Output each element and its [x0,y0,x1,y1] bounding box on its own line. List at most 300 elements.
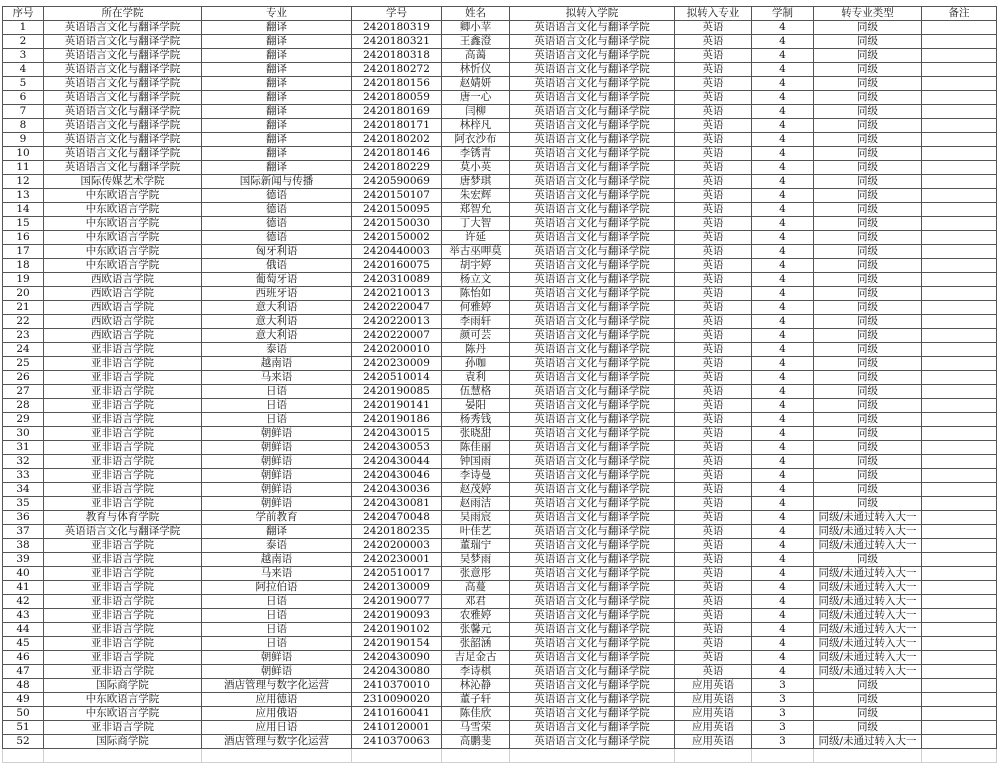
cell-duration[interactable]: 4 [752,357,814,371]
cell-target-major[interactable]: 英语 [675,77,752,91]
cell-transfer-type[interactable]: 同级 [814,49,922,63]
cell-student-id[interactable]: 2420470048 [352,511,442,525]
cell-college[interactable]: 亚非语言学院 [44,567,202,581]
cell-transfer-type[interactable]: 同级 [814,203,922,217]
cell-transfer-type[interactable]: 同级 [814,441,922,455]
cell-duration[interactable]: 4 [752,49,814,63]
cell-major[interactable]: 翻译 [202,91,352,105]
cell-name[interactable]: 高蔼 [442,49,510,63]
cell-transfer-type[interactable]: 同级/未通过转入大一 [814,623,922,637]
cell-index[interactable]: 5 [3,77,44,91]
cell-index[interactable]: 7 [3,105,44,119]
cell-target-college[interactable]: 英语语言文化与翻译学院 [510,315,675,329]
cell-major[interactable]: 日语 [202,609,352,623]
cell-target-college[interactable]: 英语语言文化与翻译学院 [510,357,675,371]
cell-major[interactable]: 翻译 [202,49,352,63]
cell-name[interactable]: 晏阳 [442,399,510,413]
cell-index[interactable]: 14 [3,203,44,217]
cell-student-id[interactable]: 2420200010 [352,343,442,357]
cell-major[interactable]: 翻译 [202,105,352,119]
cell-major[interactable]: 酒店管理与数字化运营 [202,679,352,693]
cell-target-college[interactable]: 英语语言文化与翻译学院 [510,245,675,259]
cell-transfer-type[interactable]: 同级 [814,217,922,231]
cell-target-college[interactable]: 英语语言文化与翻译学院 [510,35,675,49]
cell-college[interactable]: 英语语言文化与翻译学院 [44,63,202,77]
cell-remarks[interactable] [922,147,997,161]
cell-duration[interactable]: 3 [752,679,814,693]
cell-major[interactable]: 俄语 [202,259,352,273]
cell-index[interactable]: 29 [3,413,44,427]
cell-college[interactable]: 英语语言文化与翻译学院 [44,133,202,147]
cell-duration[interactable]: 4 [752,245,814,259]
cell-duration[interactable]: 4 [752,105,814,119]
cell-target-major[interactable]: 英语 [675,329,752,343]
cell-name[interactable]: 赵雨洁 [442,497,510,511]
cell-student-id[interactable]: 2420430053 [352,441,442,455]
cell-target-major[interactable]: 英语 [675,553,752,567]
header-target-major[interactable]: 拟转入专业 [675,7,752,21]
cell-target-college[interactable]: 英语语言文化与翻译学院 [510,581,675,595]
cell-name[interactable]: 阿衣沙布 [442,133,510,147]
empty-cell[interactable] [510,749,675,763]
cell-name[interactable]: 钟国雨 [442,455,510,469]
cell-target-college[interactable]: 英语语言文化与翻译学院 [510,371,675,385]
cell-major[interactable]: 西班牙语 [202,287,352,301]
cell-student-id[interactable]: 2420150002 [352,231,442,245]
cell-name[interactable]: 赵茂婷 [442,483,510,497]
cell-student-id[interactable]: 2420180229 [352,161,442,175]
cell-index[interactable]: 50 [3,707,44,721]
cell-college[interactable]: 亚非语言学院 [44,469,202,483]
cell-transfer-type[interactable]: 同级 [814,301,922,315]
cell-index[interactable]: 36 [3,511,44,525]
cell-college[interactable]: 亚非语言学院 [44,455,202,469]
cell-transfer-type[interactable]: 同级 [814,315,922,329]
cell-major[interactable]: 日语 [202,595,352,609]
cell-major[interactable]: 意大利语 [202,301,352,315]
cell-name[interactable]: 董子轩 [442,693,510,707]
cell-transfer-type[interactable]: 同级 [814,189,922,203]
cell-transfer-type[interactable]: 同级 [814,35,922,49]
cell-target-major[interactable]: 英语 [675,287,752,301]
cell-major[interactable]: 朝鲜语 [202,469,352,483]
cell-target-college[interactable]: 英语语言文化与翻译学院 [510,637,675,651]
cell-remarks[interactable] [922,637,997,651]
cell-index[interactable]: 26 [3,371,44,385]
cell-college[interactable]: 中东欧语言学院 [44,245,202,259]
cell-duration[interactable]: 4 [752,651,814,665]
cell-name[interactable]: 杨立文 [442,273,510,287]
cell-student-id[interactable]: 2420180235 [352,525,442,539]
cell-remarks[interactable] [922,273,997,287]
cell-name[interactable]: 伍慧格 [442,385,510,399]
cell-name[interactable]: 邓君 [442,595,510,609]
cell-index[interactable]: 45 [3,637,44,651]
cell-target-college[interactable]: 英语语言文化与翻译学院 [510,469,675,483]
cell-name[interactable]: 胡宇婷 [442,259,510,273]
cell-name[interactable]: 李锈青 [442,147,510,161]
cell-name[interactable]: 何雅婷 [442,301,510,315]
cell-target-major[interactable]: 英语 [675,413,752,427]
cell-name[interactable]: 李诗曼 [442,469,510,483]
cell-major[interactable]: 匈牙利语 [202,245,352,259]
cell-college[interactable]: 英语语言文化与翻译学院 [44,35,202,49]
cell-student-id[interactable]: 2310090020 [352,693,442,707]
cell-remarks[interactable] [922,133,997,147]
cell-transfer-type[interactable]: 同级 [814,259,922,273]
empty-cell[interactable] [922,749,997,763]
cell-remarks[interactable] [922,735,997,749]
cell-major[interactable]: 朝鲜语 [202,497,352,511]
cell-transfer-type[interactable]: 同级 [814,721,922,735]
cell-target-major[interactable]: 英语 [675,259,752,273]
cell-college[interactable]: 英语语言文化与翻译学院 [44,525,202,539]
cell-duration[interactable]: 3 [752,693,814,707]
cell-duration[interactable]: 4 [752,189,814,203]
cell-student-id[interactable]: 2420220007 [352,329,442,343]
cell-target-major[interactable]: 英语 [675,651,752,665]
cell-remarks[interactable] [922,231,997,245]
header-target-college[interactable]: 拟转入学院 [510,7,675,21]
cell-target-major[interactable]: 英语 [675,245,752,259]
cell-target-major[interactable]: 英语 [675,637,752,651]
cell-name[interactable]: 袁利 [442,371,510,385]
cell-remarks[interactable] [922,217,997,231]
cell-student-id[interactable]: 2420190085 [352,385,442,399]
cell-target-college[interactable]: 英语语言文化与翻译学院 [510,413,675,427]
cell-major[interactable]: 翻译 [202,35,352,49]
cell-name[interactable]: 朱宏辉 [442,189,510,203]
cell-major[interactable]: 应用德语 [202,693,352,707]
cell-target-college[interactable]: 英语语言文化与翻译学院 [510,21,675,35]
cell-target-major[interactable]: 英语 [675,231,752,245]
cell-target-major[interactable]: 英语 [675,581,752,595]
cell-major[interactable]: 越南语 [202,357,352,371]
cell-duration[interactable]: 4 [752,511,814,525]
cell-student-id[interactable]: 2420180321 [352,35,442,49]
cell-index[interactable]: 13 [3,189,44,203]
cell-target-college[interactable]: 英语语言文化与翻译学院 [510,665,675,679]
cell-target-major[interactable]: 应用英语 [675,735,752,749]
cell-major[interactable]: 酒店管理与数字化运营 [202,735,352,749]
cell-remarks[interactable] [922,91,997,105]
cell-college[interactable]: 国际传媒艺术学院 [44,175,202,189]
cell-student-id[interactable]: 2420430081 [352,497,442,511]
cell-college[interactable]: 中东欧语言学院 [44,707,202,721]
cell-index[interactable]: 12 [3,175,44,189]
cell-target-college[interactable]: 英语语言文化与翻译学院 [510,203,675,217]
cell-student-id[interactable]: 2420230009 [352,357,442,371]
cell-student-id[interactable]: 2420430036 [352,483,442,497]
cell-major[interactable]: 朝鲜语 [202,427,352,441]
cell-target-college[interactable]: 英语语言文化与翻译学院 [510,175,675,189]
cell-student-id[interactable]: 2420190186 [352,413,442,427]
cell-college[interactable]: 西欧语言学院 [44,301,202,315]
cell-index[interactable]: 1 [3,21,44,35]
cell-name[interactable]: 举古巫呷莫 [442,245,510,259]
cell-duration[interactable]: 4 [752,441,814,455]
cell-duration[interactable]: 4 [752,539,814,553]
cell-name[interactable]: 颜可芸 [442,329,510,343]
cell-transfer-type[interactable]: 同级/未通过转入大一 [814,637,922,651]
cell-target-college[interactable]: 英语语言文化与翻译学院 [510,721,675,735]
cell-student-id[interactable]: 2420180169 [352,105,442,119]
cell-college[interactable]: 亚非语言学院 [44,721,202,735]
cell-student-id[interactable]: 2420190141 [352,399,442,413]
cell-remarks[interactable] [922,707,997,721]
cell-duration[interactable]: 4 [752,77,814,91]
cell-target-college[interactable]: 英语语言文化与翻译学院 [510,133,675,147]
cell-name[interactable]: 丁大智 [442,217,510,231]
cell-transfer-type[interactable]: 同级 [814,357,922,371]
cell-transfer-type[interactable]: 同级 [814,329,922,343]
cell-student-id[interactable]: 2420430080 [352,665,442,679]
cell-remarks[interactable] [922,679,997,693]
cell-target-college[interactable]: 英语语言文化与翻译学院 [510,49,675,63]
cell-college[interactable]: 亚非语言学院 [44,343,202,357]
cell-name[interactable]: 张韶涵 [442,637,510,651]
cell-duration[interactable]: 4 [752,581,814,595]
cell-duration[interactable]: 4 [752,371,814,385]
cell-remarks[interactable] [922,511,997,525]
cell-target-college[interactable]: 英语语言文化与翻译学院 [510,623,675,637]
empty-cell[interactable] [3,749,44,763]
cell-target-major[interactable]: 应用英语 [675,707,752,721]
cell-student-id[interactable]: 2410370010 [352,679,442,693]
cell-target-major[interactable]: 英语 [675,399,752,413]
cell-duration[interactable]: 3 [752,707,814,721]
cell-transfer-type[interactable]: 同级/未通过转入大一 [814,525,922,539]
cell-remarks[interactable] [922,343,997,357]
cell-remarks[interactable] [922,651,997,665]
cell-index[interactable]: 43 [3,609,44,623]
cell-college[interactable]: 西欧语言学院 [44,287,202,301]
cell-target-major[interactable]: 英语 [675,343,752,357]
cell-student-id[interactable]: 2410160041 [352,707,442,721]
cell-target-major[interactable]: 应用英语 [675,721,752,735]
cell-student-id[interactable]: 2420220047 [352,301,442,315]
cell-target-college[interactable]: 英语语言文化与翻译学院 [510,231,675,245]
cell-name[interactable]: 李雨轩 [442,315,510,329]
cell-index[interactable]: 40 [3,567,44,581]
cell-index[interactable]: 34 [3,483,44,497]
cell-index[interactable]: 28 [3,399,44,413]
cell-student-id[interactable]: 2420150095 [352,203,442,217]
cell-duration[interactable]: 4 [752,399,814,413]
cell-remarks[interactable] [922,525,997,539]
cell-college[interactable]: 亚非语言学院 [44,581,202,595]
cell-target-major[interactable]: 英语 [675,91,752,105]
cell-duration[interactable]: 4 [752,203,814,217]
cell-target-major[interactable]: 英语 [675,455,752,469]
cell-transfer-type[interactable]: 同级 [814,133,922,147]
cell-student-id[interactable]: 2420510017 [352,567,442,581]
cell-index[interactable]: 41 [3,581,44,595]
cell-target-college[interactable]: 英语语言文化与翻译学院 [510,735,675,749]
cell-name[interactable]: 张晓甜 [442,427,510,441]
cell-remarks[interactable] [922,581,997,595]
cell-duration[interactable]: 4 [752,63,814,77]
cell-target-major[interactable]: 英语 [675,623,752,637]
header-index[interactable]: 序号 [3,7,44,21]
cell-target-college[interactable]: 英语语言文化与翻译学院 [510,385,675,399]
cell-major[interactable]: 翻译 [202,525,352,539]
cell-college[interactable]: 亚非语言学院 [44,441,202,455]
cell-transfer-type[interactable]: 同级 [814,497,922,511]
cell-college[interactable]: 英语语言文化与翻译学院 [44,49,202,63]
cell-college[interactable]: 西欧语言学院 [44,315,202,329]
cell-target-major[interactable]: 英语 [675,189,752,203]
cell-remarks[interactable] [922,665,997,679]
cell-target-major[interactable]: 英语 [675,609,752,623]
cell-duration[interactable]: 3 [752,735,814,749]
cell-student-id[interactable]: 2420180319 [352,21,442,35]
cell-target-college[interactable]: 英语语言文化与翻译学院 [510,343,675,357]
cell-duration[interactable]: 4 [752,567,814,581]
cell-major[interactable]: 德语 [202,217,352,231]
cell-remarks[interactable] [922,287,997,301]
cell-college[interactable]: 亚非语言学院 [44,651,202,665]
cell-remarks[interactable] [922,49,997,63]
cell-duration[interactable]: 4 [752,133,814,147]
cell-name[interactable]: 孙咖 [442,357,510,371]
cell-transfer-type[interactable]: 同级 [814,693,922,707]
cell-college[interactable]: 亚非语言学院 [44,399,202,413]
cell-index[interactable]: 46 [3,651,44,665]
cell-transfer-type[interactable]: 同级 [814,21,922,35]
cell-college[interactable]: 英语语言文化与翻译学院 [44,91,202,105]
cell-index[interactable]: 20 [3,287,44,301]
cell-major[interactable]: 日语 [202,623,352,637]
cell-duration[interactable]: 4 [752,287,814,301]
cell-college[interactable]: 亚非语言学院 [44,637,202,651]
cell-college[interactable]: 中东欧语言学院 [44,259,202,273]
cell-target-college[interactable]: 英语语言文化与翻译学院 [510,567,675,581]
cell-index[interactable]: 38 [3,539,44,553]
cell-index[interactable]: 44 [3,623,44,637]
cell-duration[interactable]: 4 [752,483,814,497]
cell-name[interactable]: 吴梦雨 [442,553,510,567]
cell-target-major[interactable]: 英语 [675,315,752,329]
cell-name[interactable]: 李诗棋 [442,665,510,679]
cell-name[interactable]: 林沁静 [442,679,510,693]
cell-index[interactable]: 18 [3,259,44,273]
cell-target-major[interactable]: 英语 [675,385,752,399]
cell-remarks[interactable] [922,693,997,707]
cell-target-college[interactable]: 英语语言文化与翻译学院 [510,455,675,469]
cell-college[interactable]: 亚非语言学院 [44,539,202,553]
cell-name[interactable]: 张意彤 [442,567,510,581]
cell-name[interactable]: 吴雨宸 [442,511,510,525]
cell-duration[interactable]: 4 [752,595,814,609]
cell-transfer-type[interactable]: 同级/未通过转入大一 [814,595,922,609]
cell-college[interactable]: 亚非语言学院 [44,357,202,371]
cell-major[interactable]: 朝鲜语 [202,483,352,497]
cell-target-major[interactable]: 应用英语 [675,693,752,707]
header-college[interactable]: 所在学院 [44,7,202,21]
cell-student-id[interactable]: 2420210013 [352,287,442,301]
cell-remarks[interactable] [922,595,997,609]
cell-remarks[interactable] [922,623,997,637]
cell-transfer-type[interactable]: 同级 [814,553,922,567]
cell-index[interactable]: 42 [3,595,44,609]
cell-major[interactable]: 翻译 [202,161,352,175]
cell-target-major[interactable]: 英语 [675,119,752,133]
cell-target-college[interactable]: 英语语言文化与翻译学院 [510,427,675,441]
cell-student-id[interactable]: 2420590069 [352,175,442,189]
cell-index[interactable]: 47 [3,665,44,679]
cell-remarks[interactable] [922,399,997,413]
cell-remarks[interactable] [922,315,997,329]
cell-duration[interactable]: 4 [752,609,814,623]
cell-major[interactable]: 国际新闻与传播 [202,175,352,189]
cell-student-id[interactable]: 2420430015 [352,427,442,441]
cell-college[interactable]: 英语语言文化与翻译学院 [44,21,202,35]
cell-student-id[interactable]: 2420430090 [352,651,442,665]
cell-major[interactable]: 学前教育 [202,511,352,525]
cell-duration[interactable]: 4 [752,119,814,133]
cell-index[interactable]: 51 [3,721,44,735]
cell-remarks[interactable] [922,567,997,581]
cell-remarks[interactable] [922,63,997,77]
cell-transfer-type[interactable]: 同级/未通过转入大一 [814,735,922,749]
cell-major[interactable]: 马来语 [202,371,352,385]
cell-index[interactable]: 30 [3,427,44,441]
cell-major[interactable]: 日语 [202,385,352,399]
cell-name[interactable]: 陈佳欣 [442,707,510,721]
empty-cell[interactable] [814,749,922,763]
cell-duration[interactable]: 4 [752,329,814,343]
cell-student-id[interactable]: 2420430044 [352,455,442,469]
cell-duration[interactable]: 4 [752,315,814,329]
cell-duration[interactable]: 4 [752,623,814,637]
cell-duration[interactable]: 3 [752,721,814,735]
cell-remarks[interactable] [922,497,997,511]
cell-remarks[interactable] [922,21,997,35]
cell-remarks[interactable] [922,553,997,567]
cell-remarks[interactable] [922,427,997,441]
cell-transfer-type[interactable]: 同级 [814,77,922,91]
cell-remarks[interactable] [922,301,997,315]
header-major[interactable]: 专业 [202,7,352,21]
cell-transfer-type[interactable]: 同级 [814,245,922,259]
cell-duration[interactable]: 4 [752,637,814,651]
cell-student-id[interactable]: 2420150107 [352,189,442,203]
cell-transfer-type[interactable]: 同级 [814,385,922,399]
cell-college[interactable]: 英语语言文化与翻译学院 [44,119,202,133]
cell-target-major[interactable]: 英语 [675,105,752,119]
cell-name[interactable]: 高蔓 [442,581,510,595]
header-transfer-type[interactable]: 转专业类型 [814,7,922,21]
cell-duration[interactable]: 4 [752,35,814,49]
cell-index[interactable]: 32 [3,455,44,469]
cell-index[interactable]: 33 [3,469,44,483]
cell-target-major[interactable]: 英语 [675,147,752,161]
empty-cell[interactable] [675,749,752,763]
cell-major[interactable]: 翻译 [202,77,352,91]
cell-target-major[interactable]: 英语 [675,441,752,455]
cell-name[interactable]: 吉足金古 [442,651,510,665]
cell-major[interactable]: 朝鲜语 [202,665,352,679]
cell-major[interactable]: 翻译 [202,21,352,35]
cell-major[interactable]: 日语 [202,413,352,427]
cell-remarks[interactable] [922,245,997,259]
cell-target-major[interactable]: 英语 [675,427,752,441]
cell-target-college[interactable]: 英语语言文化与翻译学院 [510,63,675,77]
cell-transfer-type[interactable]: 同级/未通过转入大一 [814,539,922,553]
cell-college[interactable]: 中东欧语言学院 [44,217,202,231]
cell-name[interactable]: 许延 [442,231,510,245]
